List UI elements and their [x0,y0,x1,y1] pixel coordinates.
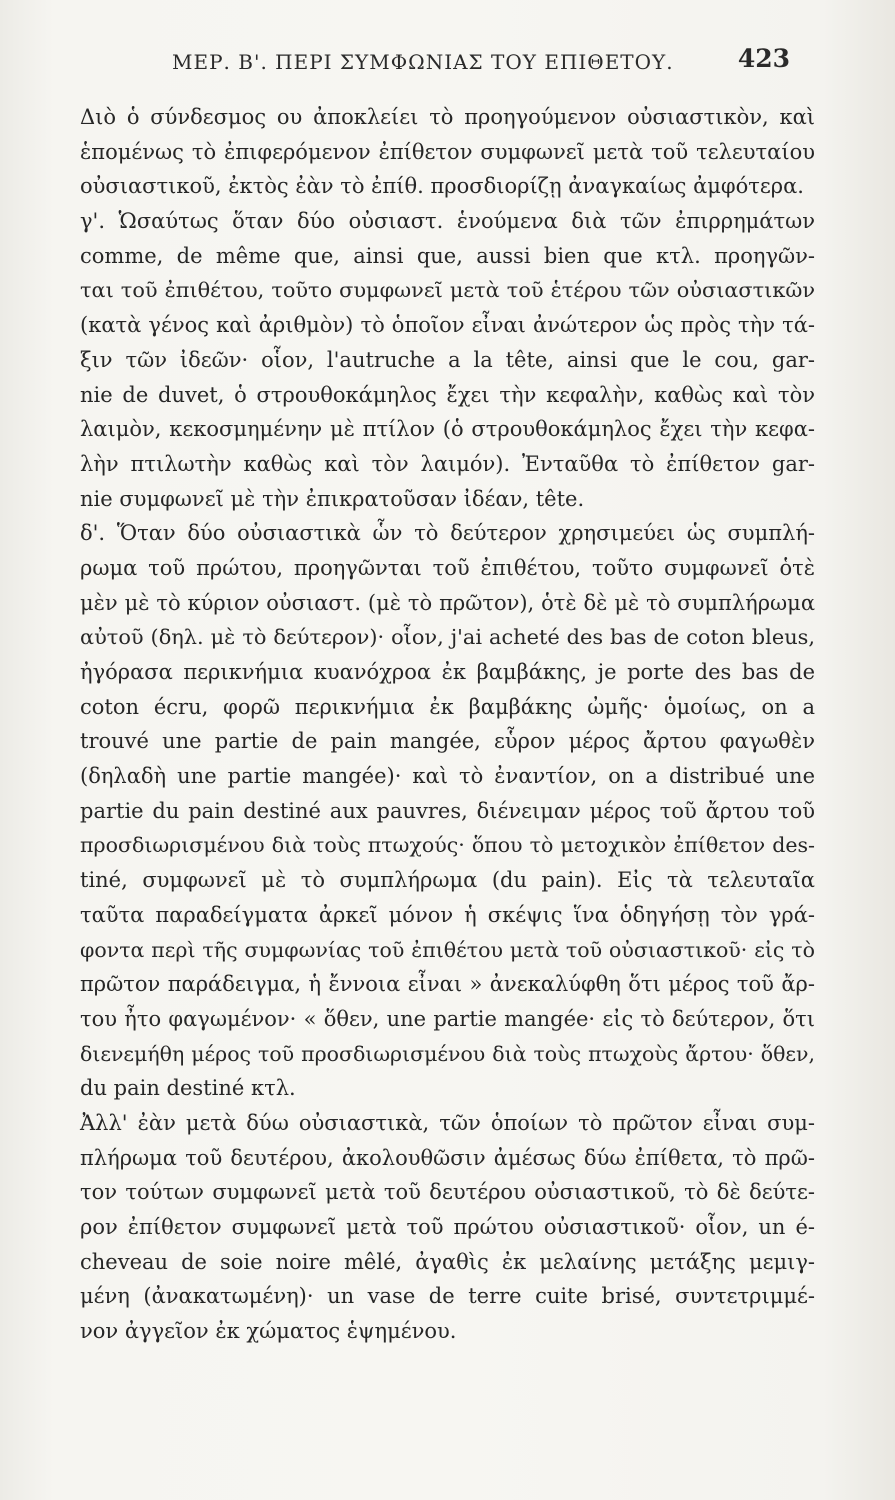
text-line: δ'. Ὅταν δύο οὐσιαστικὰ ὧν τὸ δεύτερον χρησιμεύει ὡς συμπλή- [80,521,815,546]
text-line: partie du pain destiné aux pauvres, διένειμαν μέρος τοῦ ἄρτου τοῦ [80,798,815,823]
text-line: διενεμήθη μέρος τοῦ προσδιωρισμένου διὰ τοὺς πτωχοὺς ἄρτου· ὅθεν, [80,1041,815,1066]
text-line: μὲν μὲ τὸ κύριον οὐσιαστ. (μὲ τὸ πρῶτον), ὁτὲ δὲ μὲ τὸ συμπλήρωμα [80,590,815,615]
text-line: νον ἀγγεῖον ἐκ χώματος ἑψημένου. [80,1319,457,1344]
page-body-text [80,100,815,1349]
page-number: 423 [737,44,790,73]
text-line: du pain destiné κτλ. [80,1076,296,1101]
text-line: Ἀλλ' ἐὰν μετὰ δύω οὐσιαστικὰ, τῶν ὁποίων τὸ πρῶτον εἶναι συμ- [80,1110,815,1135]
text-line: (κατὰ γένος καὶ ἀριθμὸν) τὸ ὁποῖον εἶναι ἀνώτερον ὡς πρὸς τὴν τά- [80,313,815,338]
text-line: μένη (ἀνακατωμένη)· un vase de terre cuite brisé, συντετριμμέ- [80,1284,815,1309]
text-line: (δηλαδὴ une partie mangée)· καὶ τὸ ἐναντίον, on a distribué une [80,764,815,789]
text-line: ρον ἐπίθετον συμφωνεῖ μετὰ τοῦ πρώτου οὐσιαστικοῦ· οἷον, un é- [80,1215,815,1239]
text-line: πλήρωμα τοῦ δευτέρου, ἀκολουθῶσιν ἀμέσως δύω ἐπίθετα, τὸ πρῶ- [80,1145,815,1170]
text-line: ἠγόρασα περικνήμια κυανόχροα ἐκ βαμβάκης, je porte des bas de [80,660,815,684]
text-line: αὐτοῦ (δηλ. μὲ τὸ δεύτερον)· οἷον, j'ai acheté des bas de coton bleus, [80,625,815,650]
text-line: του ἦτο φαγωμένον· « ὅθεν, une partie mangée· εἰς τὸ δεύτερον, ὅτι [80,1006,815,1031]
text-line: nie συμφωνεῖ μὲ τὴν ἐπικρατοῦσαν ἰδέαν, tête. [80,486,585,511]
text-line: λαιμὸν, κεκοσμημένην μὲ πτίλον (ὁ στρουθοκάμηλος ἔχει τὴν κεφα- [80,417,815,442]
text-line: tiné, συμφωνεῖ μὲ τὸ συμπλήρωμα (du pain). Εἰς τὰ τελευταῖα [80,868,815,893]
text-line: ται τοῦ ἐπιθέτου, τοῦτο συμφωνεῖ μετὰ τοῦ ἑτέρου τῶν οὐσιαστικῶν [80,278,815,303]
page-header [150,44,800,84]
text-line: ξιν τῶν ἰδεῶν· οἷον, l'autruche a la tête, ainsi que le cou, gar- [80,347,815,372]
text-line: ταῦτα παραδείγματα ἀρκεῖ μόνον ἡ σκέψις ἵνα ὁδηγήσῃ τὸν γρά- [80,902,815,927]
text-line: πρῶτον παράδειγμα, ἡ ἔννοια εἶναι » ἀνεκαλύφθη ὅτι μέρος τοῦ ἄρ- [80,972,815,997]
text-line: λὴν πτιλωτὴν καθὼς καὶ τὸν λαιμόν). Ἐνταῦθα τὸ ἐπίθετον gar- [80,451,815,476]
text-line: cheveau de soie noire mêlé, ἀγαθὶς ἐκ μελαίνης μετάξης μεμιγ- [80,1249,815,1274]
text-line: ἑπομένως τὸ ἐπιφερόμενον ἐπίθετον συμφωνεῖ μετὰ τοῦ τελευταίου [80,139,815,164]
text-line: Διὸ ὁ σύνδεσμος ου ἀποκλείει τὸ προηγούμενον οὐσιαστικὸν, καὶ [80,105,815,129]
text-line: οὐσιαστικοῦ, ἐκτὸς ἐὰν τὸ ἐπίθ. προσδιορίζῃ ἀναγκαίως ἀμφότερα. [80,174,804,199]
text-line: γ'. Ὡσαύτως ὅταν δύο οὐσιαστ. ἑνούμενα διὰ τῶν ἐπιρρημάτων [80,209,815,234]
text-line: προσδιωρισμένου διὰ τοὺς πτωχούς· ὅπου τὸ μετοχικὸν ἐπίθετον des- [80,833,815,858]
text-line: φοντα περὶ τῆς συμφωνίας τοῦ ἐπιθέτου μετὰ τοῦ οὐσιαστικοῦ· εἰς τὸ [80,937,815,962]
text-line: coton écru, φορῶ περικνήμια ἐκ βαμβάκης ὠμῆς· ὁμοίως, on a [80,694,815,719]
text-line: comme, de même que, ainsi que, aussi bien que κτλ. προηγῶν- [80,243,815,268]
text-line: ρωμα τοῦ πρώτου, προηγῶνται τοῦ ἐπιθέτου, τοῦτο συμφωνεῖ ὁτὲ [80,555,815,580]
text-line: trouvé une partie de pain mangée, εὗρον μέρος ἄρτου φαγωθὲν [80,729,815,754]
text-line: nie de duvet, ὁ στρουθοκάμηλος ἔχει τὴν κεφαλὴν, καθὼς καὶ τὸν [80,382,815,407]
text-line: τον τούτων συμφωνεῖ μετὰ τοῦ δευτέρου οὐσιαστικοῦ, τὸ δὲ δεύτε- [80,1180,815,1205]
running-head: ΜΕΡ. Β'. ΠΕΡΙ ΣΥΜΦΩΝΙΑΣ ΤΟΥ ΕΠΙΘΕΤΟΥ. [172,50,674,74]
